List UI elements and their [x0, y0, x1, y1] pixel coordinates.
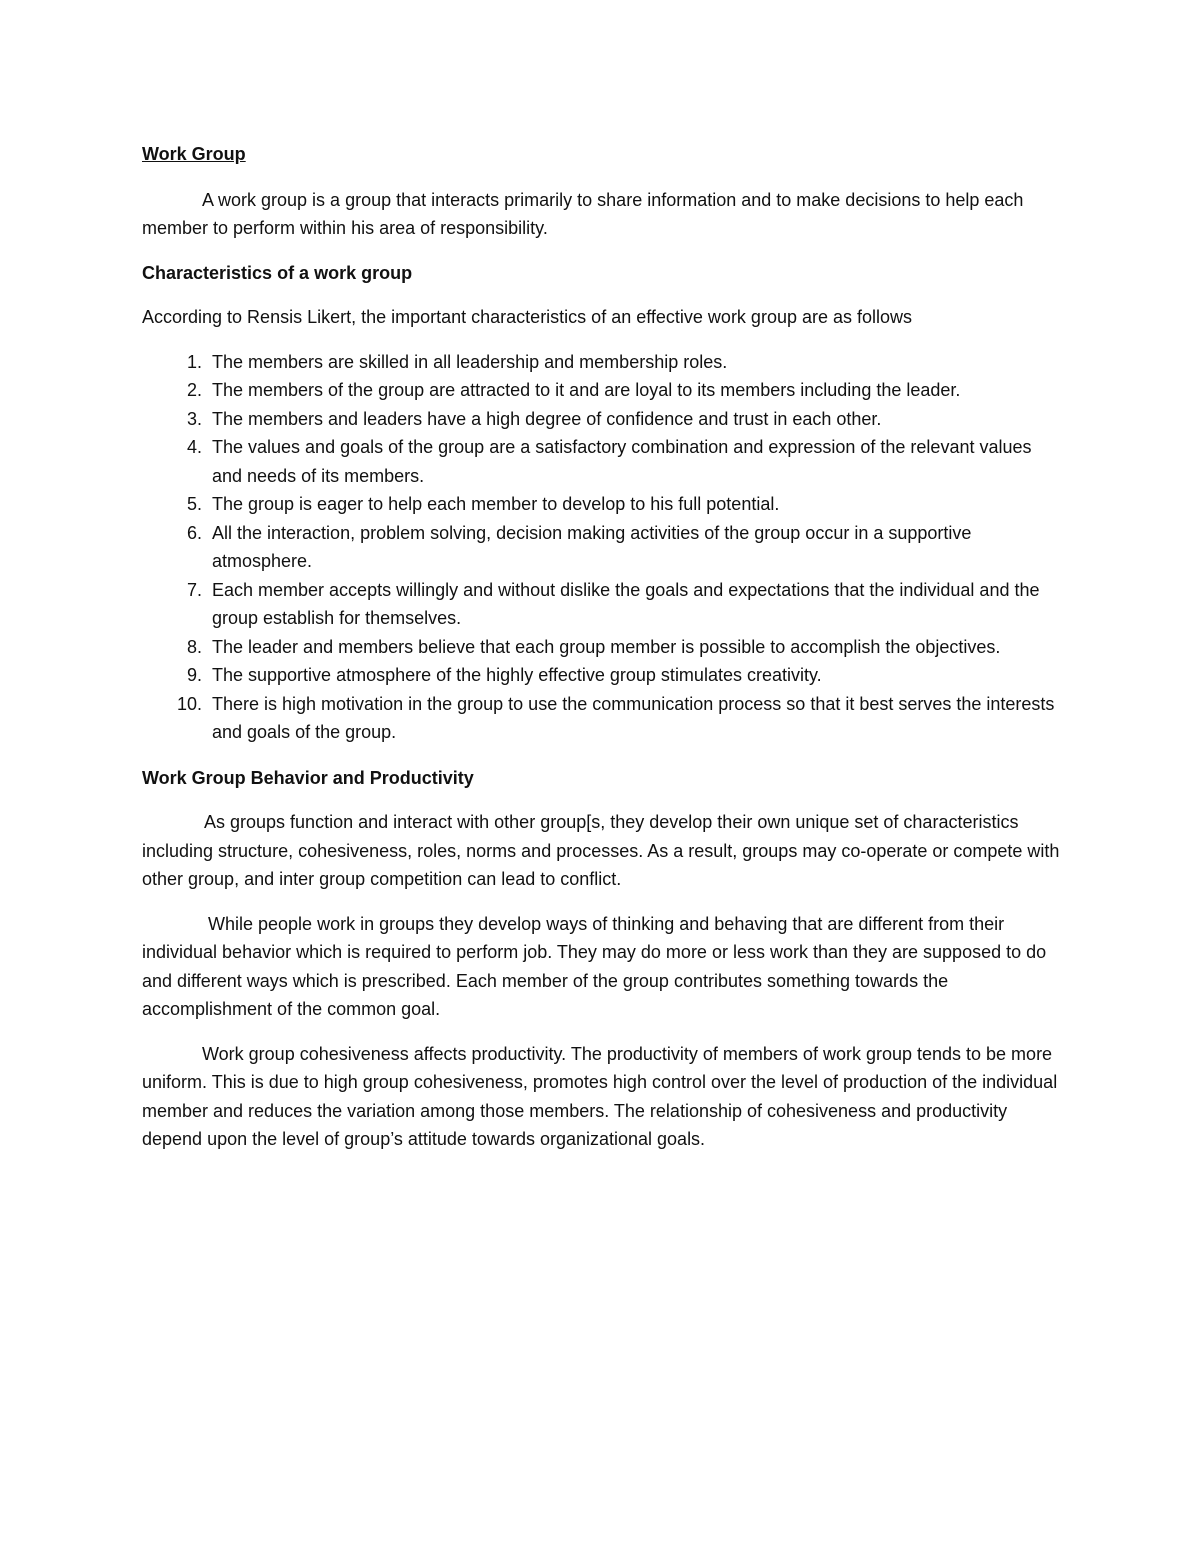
- list-item: [142, 405, 1062, 434]
- list-item: [142, 661, 1062, 690]
- list-item: [142, 633, 1062, 662]
- list-item-text: There is high motivation in the group to use the communication process so that it best serves the interests and goals of the group.: [212, 693, 1055, 742]
- list-item: [142, 576, 1062, 633]
- list-item-text: The members are skilled in all leadership and membership roles.: [212, 351, 728, 372]
- list-item-number: 7.: [186, 579, 202, 600]
- characteristics-list: [142, 348, 1062, 747]
- intro-paragraph: A work group is a group that interacts primarily to share information and to make decisions to help each member to perform within his area of responsibility.: [142, 189, 1024, 238]
- list-item-text: The supportive atmosphere of the highly effective group stimulates creativity.: [212, 665, 822, 685]
- characteristics-lead: According to Rensis Likert, the important characteristics of an effective work group are as follows: [142, 307, 913, 327]
- list-item-text: The group is eager to help each member to develop to his full potential.: [212, 494, 780, 514]
- list-item: [142, 376, 1062, 405]
- list-item-number: 10.: [176, 693, 202, 714]
- list-item-text: Each member accepts willingly and without dislike the goals and expectations that the individual and the group establish for themselves.: [212, 579, 1040, 628]
- list-item-number: 6.: [186, 522, 202, 543]
- list-item: [142, 690, 1062, 747]
- document-page: [142, 140, 1062, 1170]
- list-item-number: 5.: [186, 494, 202, 514]
- list-item-number: 2.: [186, 380, 202, 400]
- list-item-text: The leader and members believe that each group member is possible to accomplish the objectives.: [212, 636, 1001, 657]
- list-item-text: The members of the group are attracted to it and are loyal to its members including the leader.: [212, 380, 961, 400]
- characteristics-heading: Characteristics of a work group: [142, 262, 413, 283]
- behavior-paragraph: Work group cohesiveness affects productivity. The productivity of members of work group tends to be more uniform. This is due to high group cohesiveness, promotes high control over the level of production of the individual member and reduces the variation among those members. The relationship of cohesiveness and productivity depend upon the level of group’s attitude towards organizational goals.: [142, 1043, 1058, 1149]
- behavior-heading: Work Group Behavior and Productivity: [142, 767, 474, 788]
- list-item: [142, 519, 1062, 576]
- list-item: [142, 490, 1062, 519]
- document-title: Work Group: [142, 144, 246, 164]
- list-item-number: 1.: [186, 351, 202, 372]
- list-item: [142, 348, 1062, 377]
- behavior-paragraph: As groups function and interact with other group[s, they develop their own unique set of characteristics including structure, cohesiveness, roles, norms and processes. As a result, groups may co-operate or compete with other group, and inter group competition can lead to conflict.: [142, 812, 1060, 889]
- list-item-number: 8.: [186, 636, 202, 657]
- list-item-number: 3.: [186, 408, 202, 429]
- list-item-text: All the interaction, problem solving, decision making activities of the group occur in a supportive atmosphere.: [212, 522, 972, 571]
- list-item: [142, 433, 1062, 490]
- list-item-text: The members and leaders have a high degree of confidence and trust in each other.: [212, 408, 882, 429]
- list-item-number: 9.: [186, 665, 202, 685]
- list-item-number: 4.: [186, 437, 202, 457]
- behavior-paragraph: While people work in groups they develop ways of thinking and behaving that are different from their individual behavior which is required to perform job. They may do more or less work than they are supposed to do and different ways which is prescribed. Each member of the group contributes something towards the accomplishment of the common goal.: [142, 913, 1047, 1019]
- list-item-text: The values and goals of the group are a satisfactory combination and expression of the relevant values and needs of its members.: [212, 437, 1032, 486]
